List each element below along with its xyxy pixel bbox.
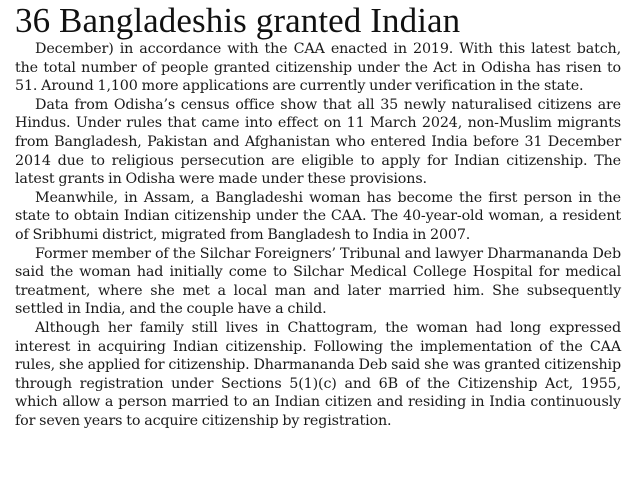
article-body: [15, 40, 621, 430]
article-paragraph-4: Former member of the Silchar Foreigners’ Tribunal and lawyer Dharmananda Deb said the woman had initially come to Silchar Medical College Hospital for medical treatment, where she met a local man and later married him. She subsequently settled in India, and the couple have a child.: [15, 245, 621, 318]
article-paragraph-5: Although her family still lives in Chattogram, the woman had long expressed interest in acquiring Indian citizenship. Following the implementation of the CAA rules, she applied for citizenship. Dharmananda Deb said she was granted citizenship through registration under Sections 5(1)(c) and 6B of the Citizenship Act, 1955, which allow a person married to an Indian citizen and residing in India continuously for seven years to acquire citizenship by registration.: [15, 319, 621, 429]
article-paragraph-3: Meanwhile, in Assam, a Bangladeshi woman has become the first person in the state to obtain Indian citizenship under the CAA. The 40-year-old woman, a resident of Sribhumi district, migrated from Bangladesh to India in 2007.: [15, 189, 621, 243]
article-paragraph-1: December) in accordance with the CAA enacted in 2019. With this latest batch, the total number of people granted citizenship under the Act in Odisha has risen to 51. Around 1,100 more applications are currently under verification in the state.: [15, 41, 621, 95]
news-article: [15, 2, 621, 430]
article-headline: 36 Bangladeshis granted Indian: [15, 1, 461, 40]
article-paragraph-2: Data from Odisha’s census office show that all 35 newly naturalised citizens are Hindus. Under rules that came into effect on 11 March 2024, non-Muslim migrants from Bangladesh, Pakistan and Afghanistan who entered India before 31 December 2014 due to religious persecution are eligible to apply for Indian citizenship. The latest grants in Odisha were made under these provisions.: [15, 96, 621, 188]
